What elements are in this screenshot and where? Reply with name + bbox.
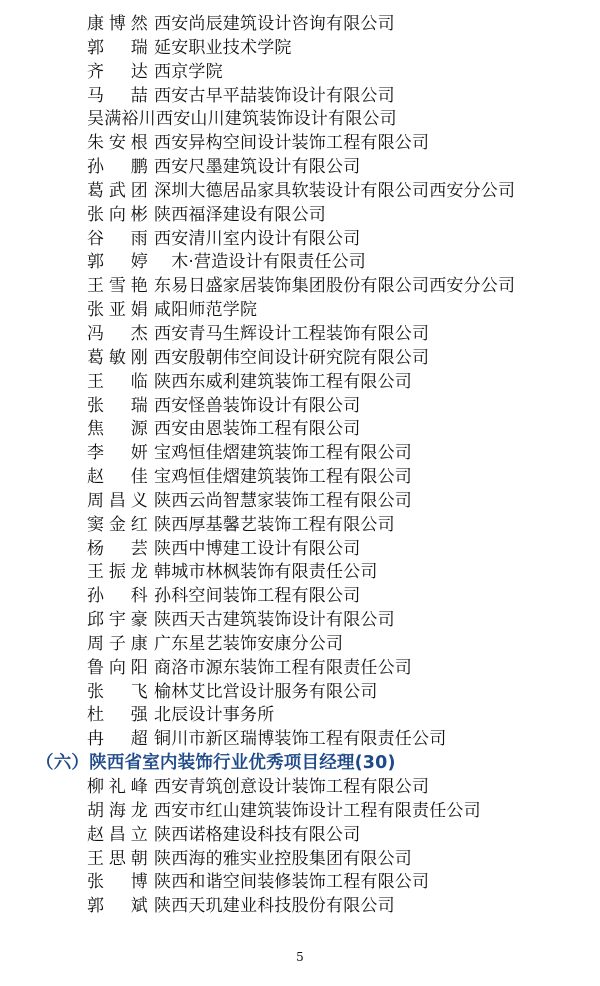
- organization: 韩城市林枫装饰有限责任公司: [154, 562, 378, 583]
- person-name: 李 妍: [87, 443, 148, 464]
- list-item: [0, 132, 600, 156]
- list-item: [0, 85, 600, 109]
- organization: 陕西和谐空间装修装饰工程有限公司: [154, 872, 430, 893]
- list-item: [0, 442, 600, 466]
- person-name: 吴满裕川: [87, 109, 156, 130]
- list-item: [0, 299, 600, 323]
- list-item: [0, 108, 600, 132]
- person-name: 窦金红: [87, 514, 148, 535]
- list-item: [0, 275, 600, 299]
- list-item: [0, 204, 600, 228]
- person-name: 朱安根: [87, 133, 148, 154]
- person-name: 赵昌立: [87, 824, 148, 845]
- person-name: 葛武团: [87, 180, 148, 201]
- organization: 宝鸡恒佳熠建筑装饰工程有限公司: [154, 443, 412, 464]
- organization: 陕西厚基馨艺装饰工程有限公司: [154, 514, 395, 535]
- list-item: [0, 776, 600, 800]
- organization: 陕西东威利建筑装饰工程有限公司: [154, 371, 412, 392]
- list-item: [0, 681, 600, 705]
- list-item: [0, 609, 600, 633]
- list-item: [0, 871, 600, 895]
- list-item: [0, 37, 600, 61]
- person-name: 王思朝: [87, 848, 148, 869]
- person-name: 杨 芸: [87, 538, 148, 559]
- list-item: [0, 180, 600, 204]
- person-name: 张 飞: [87, 681, 148, 702]
- person-name: 葛敏刚: [87, 347, 148, 368]
- organization: 陕西天玑建业科技股份有限公司: [154, 896, 395, 917]
- list-item: [0, 13, 600, 37]
- person-name: 胡海龙: [87, 800, 148, 821]
- organization: 孙科空间装饰工程有限公司: [154, 586, 361, 607]
- organization: 深圳大德居品家具软装设计有限公司西安分公司: [154, 180, 516, 201]
- organization: 西安怪兽装饰设计有限公司: [154, 395, 361, 416]
- list-item: [0, 490, 600, 514]
- organization: 西安尺墨建筑设计有限公司: [154, 157, 361, 178]
- list-item: [0, 466, 600, 490]
- list-item: [0, 633, 600, 657]
- list-item: [0, 800, 600, 824]
- person-name: 王雪艳: [87, 276, 148, 297]
- organization: 西京学院: [154, 61, 223, 82]
- list-item: [0, 538, 600, 562]
- person-name: 王振龙: [87, 562, 148, 583]
- organization: 陕西天古建筑装饰设计有限公司: [154, 610, 395, 631]
- list-item: [0, 704, 600, 728]
- organization: 木·营造设计有限责任公司: [154, 252, 367, 273]
- person-name: 郭 斌: [87, 896, 148, 917]
- list-item: [0, 514, 600, 538]
- person-name: 郭 婷: [87, 252, 148, 273]
- organization: 西安异构空间设计装饰工程有限公司: [154, 133, 430, 154]
- list-item: [0, 561, 600, 585]
- person-name: 柳礼峰: [87, 777, 148, 797]
- person-name: 焦 源: [87, 419, 148, 440]
- person-name: 张向彬: [87, 204, 148, 225]
- person-name: 张 博: [87, 872, 148, 893]
- section-heading: （六）陕西省室内装饰行业优秀项目经理(30): [36, 753, 396, 774]
- person-name: 邱宇豪: [87, 610, 148, 631]
- person-name: 张亚娟: [87, 300, 148, 321]
- person-name: 齐 达: [87, 61, 148, 82]
- person-name: 冉 超: [87, 729, 148, 750]
- organization: 西安青筑创意设计装饰工程有限公司: [154, 777, 430, 797]
- person-name: 冯 杰: [87, 323, 148, 344]
- list-item: [0, 824, 600, 848]
- person-name: 周昌义: [87, 490, 148, 511]
- list-item: [0, 251, 600, 275]
- organization: 陕西中博建工设计有限公司: [154, 538, 361, 559]
- organization: 西安由恩装饰工程有限公司: [154, 419, 361, 440]
- organization: 咸阳师范学院: [154, 300, 258, 321]
- organization: 陕西海的雅实业控股集团有限公司: [154, 848, 412, 869]
- organization: 延安职业技术学院: [154, 37, 292, 58]
- list-item: [0, 585, 600, 609]
- organization: 西安殷朝伟空间设计研究院有限公司: [154, 347, 430, 368]
- organization: 广东星艺装饰安康分公司: [154, 633, 344, 654]
- person-name: 马 喆: [87, 85, 148, 106]
- list-item: [0, 895, 600, 919]
- organization: 宝鸡恒佳熠建筑装饰工程有限公司: [154, 467, 412, 488]
- organization: 铜川市新区瑞博装饰工程有限责任公司: [154, 729, 447, 750]
- list-item: [0, 156, 600, 180]
- document-content: [0, 13, 600, 919]
- list-item: [0, 848, 600, 872]
- person-name: 康博然: [87, 14, 148, 34]
- organization: 西安山川建筑装饰设计有限公司: [156, 109, 397, 130]
- person-name: 鲁向阳: [87, 657, 148, 678]
- list-item: [0, 371, 600, 395]
- person-name: 谷 雨: [87, 228, 148, 249]
- person-name: 王 临: [87, 371, 148, 392]
- organization: 陕西福泽建设有限公司: [154, 204, 326, 225]
- list-item: [0, 61, 600, 85]
- person-name: 郭 瑞: [87, 37, 148, 58]
- organization: 东易日盛家居装饰集团股份有限公司西安分公司: [154, 276, 516, 297]
- person-name: 赵 佳: [87, 467, 148, 488]
- organization: 西安市红山建筑装饰设计工程有限责任公司: [154, 800, 481, 821]
- organization: 西安尚辰建筑设计咨询有限公司: [154, 14, 395, 34]
- organization: 北辰设计事务所: [154, 705, 275, 726]
- list-item: [0, 323, 600, 347]
- list-item: [0, 395, 600, 419]
- organization: 陕西诺格建设科技有限公司: [154, 824, 361, 845]
- organization: 陕西云尚智慧家装饰工程有限公司: [154, 490, 412, 511]
- list-item: [0, 228, 600, 252]
- organization: 榆林艾比営设计服务有限公司: [154, 681, 378, 702]
- list-item: [0, 347, 600, 371]
- person-name: 张 瑞: [87, 395, 148, 416]
- list-item: [0, 657, 600, 681]
- organization: 西安青马生辉设计工程装饰有限公司: [154, 323, 430, 344]
- person-name: 周子康: [87, 633, 148, 654]
- list-item: [0, 418, 600, 442]
- organization: 西安古早平喆装饰设计有限公司: [154, 85, 395, 106]
- person-name: 孙 科: [87, 586, 148, 607]
- organization: 西安清川室内设计有限公司: [154, 228, 361, 249]
- page-number: 5: [296, 950, 304, 964]
- person-name: 孙 鹏: [87, 157, 148, 178]
- organization: 商洛市源东装饰工程有限责任公司: [154, 657, 412, 678]
- list-item: [0, 728, 600, 752]
- person-name: 杜 强: [87, 705, 148, 726]
